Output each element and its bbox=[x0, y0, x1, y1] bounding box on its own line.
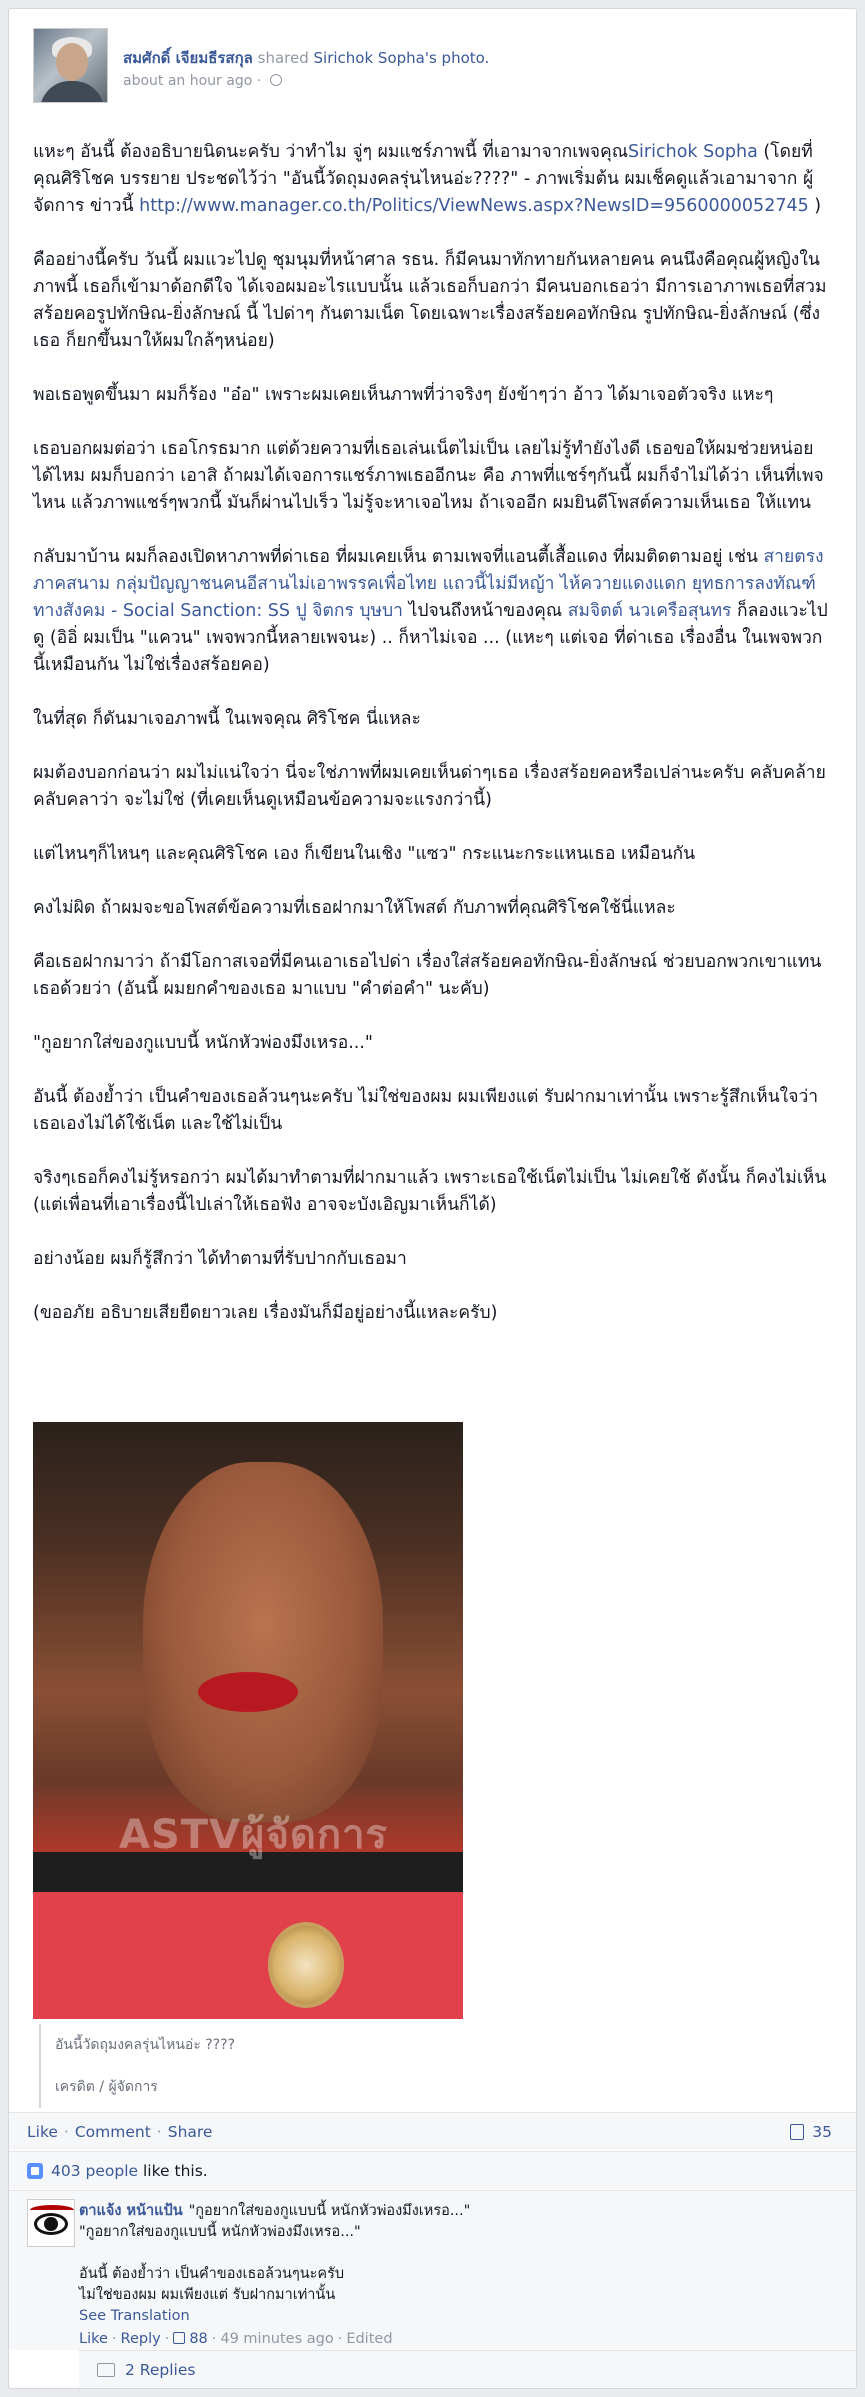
action-separator: · bbox=[63, 2123, 69, 2141]
post-paragraph bbox=[33, 139, 833, 220]
see-translation-link[interactable]: See Translation bbox=[79, 2308, 190, 2324]
post-paragraph bbox=[33, 544, 833, 679]
story-meta bbox=[123, 73, 282, 89]
photo-caption bbox=[39, 2024, 639, 2108]
post-paragraph: จริงๆเธอก็คงไม่รู้หรอกว่า ผมได้มาทำตามที่ฝากมาแล้ว เพราะเธอใช้เน็ตไม่เป็น ไม่เคยใช้ ดังนั้น ก็คงไม่เห็น (แต่เพื่อนที่เอาเรื่องนี้ไปเล่าให้เธอฟัง อาจจะบังเอิญมาเห็นก็ได้) bbox=[33, 1168, 827, 1215]
like-button[interactable]: Like bbox=[27, 2123, 58, 2141]
comment-text: "กูอยากใส่ของกูแบบนี้ หนักหัวพ่องมึงเหรอ..." bbox=[79, 2224, 361, 2240]
photo-pendant bbox=[268, 1922, 344, 2008]
comment-like-count-value: 88 bbox=[189, 2331, 208, 2347]
mention-link[interactable]: Sirichok Sopha bbox=[627, 142, 758, 162]
avatar-shirt bbox=[40, 81, 104, 103]
replies-label: 2 Replies bbox=[125, 2361, 196, 2379]
post-paragraph: อันนี้ ต้องย้ำว่า เป็นคำของเธอล้วนๆนะครับ ไม่ใช่ของผม ผมเพียงแต่ รับฝากมาเท่านั้น เพราะรู้สึกเห็นใจว่า เธอเองไม่ได้ใช้เน็ต และใช้ไม่เป็น bbox=[33, 1087, 819, 1134]
globe-icon[interactable] bbox=[270, 74, 282, 86]
comment-button[interactable]: Comment bbox=[74, 2123, 151, 2141]
comment-like-button[interactable]: Like bbox=[79, 2331, 108, 2347]
comment-item bbox=[9, 2190, 857, 2350]
comment-reply-button[interactable]: Reply bbox=[120, 2331, 161, 2347]
author-avatar[interactable] bbox=[33, 28, 108, 103]
commenter-avatar[interactable] bbox=[27, 2199, 75, 2247]
photo-shirt bbox=[33, 1852, 463, 2019]
share-button[interactable]: Share bbox=[167, 2123, 213, 2141]
timestamp[interactable]: about an hour ago bbox=[123, 73, 253, 89]
comment-body bbox=[79, 2201, 839, 2350]
edited-label[interactable]: Edited bbox=[346, 2331, 393, 2347]
post-body bbox=[33, 139, 833, 1354]
meta-separator: · bbox=[111, 2331, 117, 2347]
view-replies[interactable] bbox=[79, 2350, 857, 2388]
comment-spacer bbox=[79, 2243, 839, 2264]
meta-separator: · bbox=[211, 2331, 217, 2347]
share-count-value: 35 bbox=[812, 2123, 832, 2141]
commenter-name[interactable]: ตาแจ้ง หน้าแป้น bbox=[79, 2203, 183, 2219]
meta-separator: · bbox=[256, 73, 262, 89]
caption-credit: เครดิต / ผู้จัดการ bbox=[55, 2079, 158, 2095]
post-paragraph: (ขออภัย อธิบายเสียยืดยาวเลย เรื่องมันก็มีอยู่อย่างนี้แหละครับ) bbox=[33, 1303, 498, 1323]
likes-count-link[interactable]: 403 people bbox=[51, 2162, 139, 2180]
post-paragraph: เธอบอกผมต่อว่า เธอโกรธมาก แต่ด้วยความที่เธอเล่นเน็ตไม่เป็น เลยไม่รู้ทำยังไงดี เธอขอให้ผมช่วยหน่อยได้ไหม ผมก็บอกว่า เอาสิ ถ้าผมได้เจอการแชร์ภาพเธออีกนะ คือ ภาพที่แชร์ๆกันนี้ ผมก็จำไม่ได้ว่า เห็นที่เพจไหน แล้วภาพแชร์ๆพวกนี้ มันก็ผ่านไปเร็ว ไม่รู้จะหาเจอไหม ถ้าเจออีก ผมยินดีโพสต์ความเห็นเธอ ให้แทน bbox=[33, 439, 824, 513]
action-bar bbox=[9, 2112, 857, 2150]
comment-text: "กูอยากใส่ของกูแบบนี้ หนักหัวพ่องมึงเหรอ..." bbox=[188, 2203, 471, 2219]
comment-like-count[interactable] bbox=[173, 2331, 207, 2347]
comment-text: อันนี้ ต้องย้ำว่า เป็นคำของเธอล้วนๆนะครับ bbox=[79, 2266, 345, 2282]
shared-photo[interactable] bbox=[33, 1422, 463, 2019]
comment-text: ไม่ใช่ของผม ผมเพียงแต่ รับฝากมาเท่านั้น bbox=[79, 2287, 336, 2303]
photo-face bbox=[143, 1462, 383, 1822]
author-name[interactable]: สมศักดิ์ เจียมธีรสกุล bbox=[123, 49, 253, 67]
post-paragraph: คือเธอฝากมาว่า ถ้ามีโอกาสเจอที่มีคนเอาเธอไปด่า เรื่องใส่สร้อยคอทักษิณ-ยิ่งลักษณ์ ช่วยบอกพวกเขาแทนเธอด้วยว่า (อันนี้ ผมยกคำของเธอ มาแบบ "คำต่อคำ" นะคับ) bbox=[33, 952, 822, 999]
post-paragraph: พอเธอพูดขึ้นมา ผมก็ร้อง "อ๋อ" เพราะผมเคยเห็นภาพที่ว่าจริงๆ ยังข้าๆว่า อ้าว ได้มาเจอตัวจริง แหะๆ bbox=[33, 385, 774, 405]
post-paragraph: ในที่สุด ก็ดันมาเจอภาพนี้ ในเพจคุณ ศิริโชค นี่แหละ bbox=[33, 709, 421, 729]
post-paragraph: คืออย่างนี้ครับ วันนี้ ผมแวะไปดู ชุมนุมที่หน้าศาล รธน. ก็มีคนมาทักทายกันหลายคน คนนึงคือคุณผู้หญิงในภาพนี้ เธอก็เข้ามาด้อกดีใจ ได้เจอผมอะไรแบบนั้น แล้วเธอก็บอกว่า มีคนบอกเธอว่า มีการเอาภาพเธอที่สวมสร้อยคอรูปทักษิณ-ยิ่งลักษณ์ นี้ ไปด่าๆ กันตามเน็ต โดยเฉพาะเรื่องสร้อยคอทักษิณ รูปทักษิณ-ยิ่งลักษณ์ (ซึ่งเธอ ก็ยกขึ้นมาให้ผมใกล้ๆหน่อย) bbox=[33, 250, 827, 351]
share-count[interactable] bbox=[790, 2113, 832, 2151]
source-name[interactable]: Sirichok Sopha bbox=[313, 49, 425, 67]
news-url-link[interactable]: http://www.manager.co.th/Politics/ViewNews.aspx?NewsID=9560000052745 bbox=[139, 196, 809, 216]
post-text: ก็ลองแวะไปดู (อิอิ่ ผมเป็น "แควน" เพจพวกนี้หลายเพจนะ) .. ก็หาไม่เจอ ... (แหะๆ แต่เจอ ที่ด่าเธอ เรื่องอื่น ในเพจพวกนี้เหมือนกัน ไม่ใช่เรื่องสร้อยคอ) bbox=[33, 601, 828, 675]
comment-meta bbox=[79, 2329, 839, 2350]
shared-text: shared bbox=[257, 49, 309, 67]
comment-line bbox=[79, 2201, 839, 2222]
action-separator: · bbox=[156, 2123, 162, 2141]
post-text: ) bbox=[808, 196, 822, 216]
caption-line: อันนี้วัดถุมงคลรุ่นไหนอ่ะ ???? bbox=[55, 2037, 236, 2053]
post-text: ไปจนถึงหน้าของคุณ bbox=[403, 601, 568, 621]
meta-separator: · bbox=[164, 2331, 170, 2347]
page-links[interactable]: สายตรงภาคสนาม กลุ่มปัญญาชนคนอีสานไม่เอาพรรคเพื่อไทย แถวนี้ไม่มีหญ้า ไห้ควายแดงแดก ยุทธการลงทัณฑ์ทางสังคม - Social Sanction: SS ปู จิตกร บุษบา bbox=[33, 547, 824, 621]
likes-summary bbox=[9, 2151, 857, 2189]
mention-link[interactable]: สมจิตต์ นวเครือสุนทร bbox=[567, 601, 732, 621]
source-suffix[interactable]: 's photo. bbox=[424, 49, 490, 67]
story-title bbox=[123, 46, 489, 70]
likes-suffix: like this. bbox=[138, 2162, 208, 2180]
meta-separator: · bbox=[337, 2331, 343, 2347]
feed-story bbox=[8, 8, 857, 2389]
avatar-iris bbox=[44, 2217, 58, 2231]
post-paragraph: แต่ไหนๆก็ไหนๆ และคุณศิริโชค เอง ก็เขียนในเชิง "แซว" กระแนะกระแหนเธอ เหมือนกัน bbox=[33, 844, 696, 864]
photo-lips bbox=[198, 1672, 298, 1712]
reply-icon bbox=[97, 2363, 115, 2377]
post-paragraph: ผมต้องบอกก่อนว่า ผมไม่แน่ใจว่า นี่จะใช่ภาพที่ผมเคยเห็นด่าๆเธอ เรื่องสร้อยคอหรือเปล่านะครับ คลับคล้ายคลับคลาว่า จะไม่ใช่ (ที่เคยเห็นดูเหมือนข้อความจะแรงกว่านี้) bbox=[33, 763, 826, 810]
share-icon bbox=[790, 2124, 804, 2140]
avatar-face bbox=[56, 43, 88, 81]
post-paragraph: "กูอยากใส่ของกูแบบนี้ หนักหัวพ่องมึงเหรอ..." bbox=[33, 1033, 373, 1053]
post-text: (โดยที่คุณศิริโชค บรรยาย ประชดไว้ว่า "อันนี้วัดถุมงคลรุ่นไหนอ่ะ????" - ภาพเริ่มต้น ผมเช็คดูแล้วเอามาจาก ผู้จัดการ ข่าวนี้ bbox=[33, 142, 814, 216]
thumbs-up-icon bbox=[27, 2163, 43, 2179]
post-text: กลับมาบ้าน ผมก็ลองเปิดหาภาพที่ด่าเธอ ที่ผมเคยเห็น ตามเพจที่แอนตี้เสื้อแดง ที่ผมติดตามอยู่ เช่น bbox=[33, 547, 764, 567]
thumbs-up-icon bbox=[173, 2332, 185, 2344]
comment-time[interactable]: 49 minutes ago bbox=[220, 2331, 334, 2347]
post-paragraph: อย่างน้อย ผมก็รู้สึกว่า ได้ทำตามที่รับปากกับเธอมา bbox=[33, 1249, 407, 1269]
photo-watermark: ASTVผู้จัดการ bbox=[119, 1812, 389, 1858]
post-paragraph: คงไม่ผิด ถ้าผมจะขอโพสต์ข้อความที่เธอฝากมาให้โพสต์ กับภาพที่คุณศิริโชคใช้นี่แหละ bbox=[33, 898, 676, 918]
post-text: แหะๆ อันนี้ ต้องอธิบายนิดนะครับ ว่าทำไม จู่ๆ ผมแชร์ภาพนี้ ที่เอามาจากเพจคุณ bbox=[33, 142, 628, 162]
